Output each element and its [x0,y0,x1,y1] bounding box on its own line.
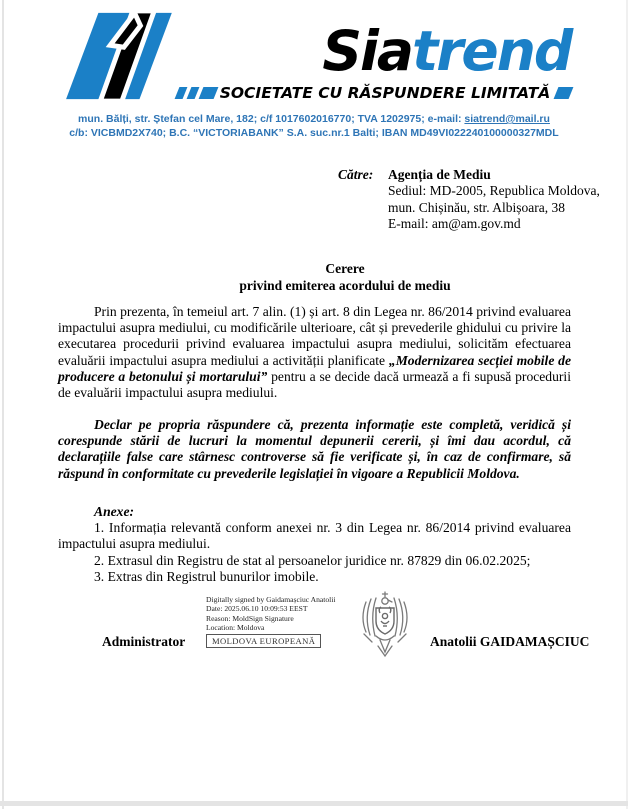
page-edge-bottom [0,801,628,806]
brand-tagline-text: SOCIETATE CU RĂSPUNDERE LIMITATĂ [219,84,551,102]
addressee-header [338,167,600,183]
moldova-coat-of-arms-icon [354,590,416,660]
addressee-label: Către: [338,167,374,182]
addressee-address-line: mun. Chișinău, str. Albișoara, 38 [388,199,565,215]
contact-line-1-text: mun. Bălți, str. Ștefan cel Mare, 182; c/f 1017602016770; TVA 1202975; e-mail: [78,113,465,125]
letterhead [0,10,628,102]
annex-item: 2. Extrasul din Registru de stat al persoanelor juridice nr. 87829 din 06.02.2025; [94,552,531,568]
digital-signature-line: Digitally signed by Gaidamașciuc Anatolii [206,595,336,604]
paragraph-request-text: Prin prezenta, în temeiul art. 7 alin. (1) și art. 8 din Legea nr. 86/2014 privind evaluarea impactului asupra mediului, cu modificările ulterioare, cât și prevederile ghidului cu privire la executarea procedurii privind evaluarea impactului asupra mediului, solicităm efectuarea evaluării impactului asupra mediului a activității planificate [58,304,571,368]
addressee-address-line: Sediul: MD-2005, Republica Moldova, [388,183,600,199]
contact-line-1 [0,112,628,126]
digital-signature-details [206,595,336,632]
logo-dash-icon [186,87,199,99]
paragraph-request [58,304,571,401]
digital-signature-line: Reason: MoldSign Signature [206,613,294,623]
company-contact [0,112,628,140]
brand-tagline [177,84,572,102]
siatrend-one-logo-icon [57,10,175,102]
paragraph-request-text-end: pentru a se decide dacă urmează a fi supusă procedurii de evaluării impactului asupra mediului. [58,368,571,401]
logo-dash-icon [174,87,187,99]
paragraph-declaration: Declar pe propria răspundere că, prezenta informație este completă, veridică și corespunde stării de lucruri la momentul depunerii cererii, și îmi dau acordul, că declarațiile false care stârnesc controverse să fie verificate și, în caz de confirmare, să răspund în conformitate cu prevederile legislației în vigoare a Republicii Moldova. [58,417,571,481]
addressee-email: E-mail: am@am.gov.md [388,216,521,232]
signer-name: Anatolii GAIDAMAȘCIUC [430,634,590,649]
brand-trend: trend [412,19,572,83]
digital-signature-line: Location: Moldova [206,622,265,632]
annexes-section [58,504,571,585]
brand-wordmark [322,21,571,81]
document-title-line-1: Cerere [325,261,365,276]
addressee-name: Agenția de Mediu [388,167,491,182]
document-title [58,261,570,294]
project-title-quote: „Modernizarea secției mobile de producere a betonului și mortarului” [58,352,571,384]
signer-role: Administrator [102,634,186,649]
signature-block [58,590,590,670]
addressee-block [338,167,600,233]
email-link[interactable]: siatrend@mail.ru [464,113,550,125]
annexes-heading: Anexe: [94,504,135,519]
digital-signature-line: Date: 2025.06.10 10:09:53 EEST [206,604,308,614]
document-title-line-2: privind emiterea acordului de mediu [239,277,451,293]
logo-dash-icon [198,87,218,99]
brand-sia: Sia [322,19,413,83]
moldova-europeana-stamp: MOLDOVA EUROPEANĂ [206,634,321,648]
contact-line-2: c/b: VICBMD2X740; B.C. “VICTORIABANK” S.A. suc.nr.1 Balti; IBAN MD49VI022240100000327MDL [69,127,559,139]
logo-dash-icon [554,87,574,99]
annex-item: 1. Informația relevantă conform anexei nr. 3 din Legea nr. 86/2014 privind evaluarea impactului asupra mediului. [58,520,571,552]
annex-item: 3. Extras din Registrul bunurilor imobile. [94,568,319,584]
